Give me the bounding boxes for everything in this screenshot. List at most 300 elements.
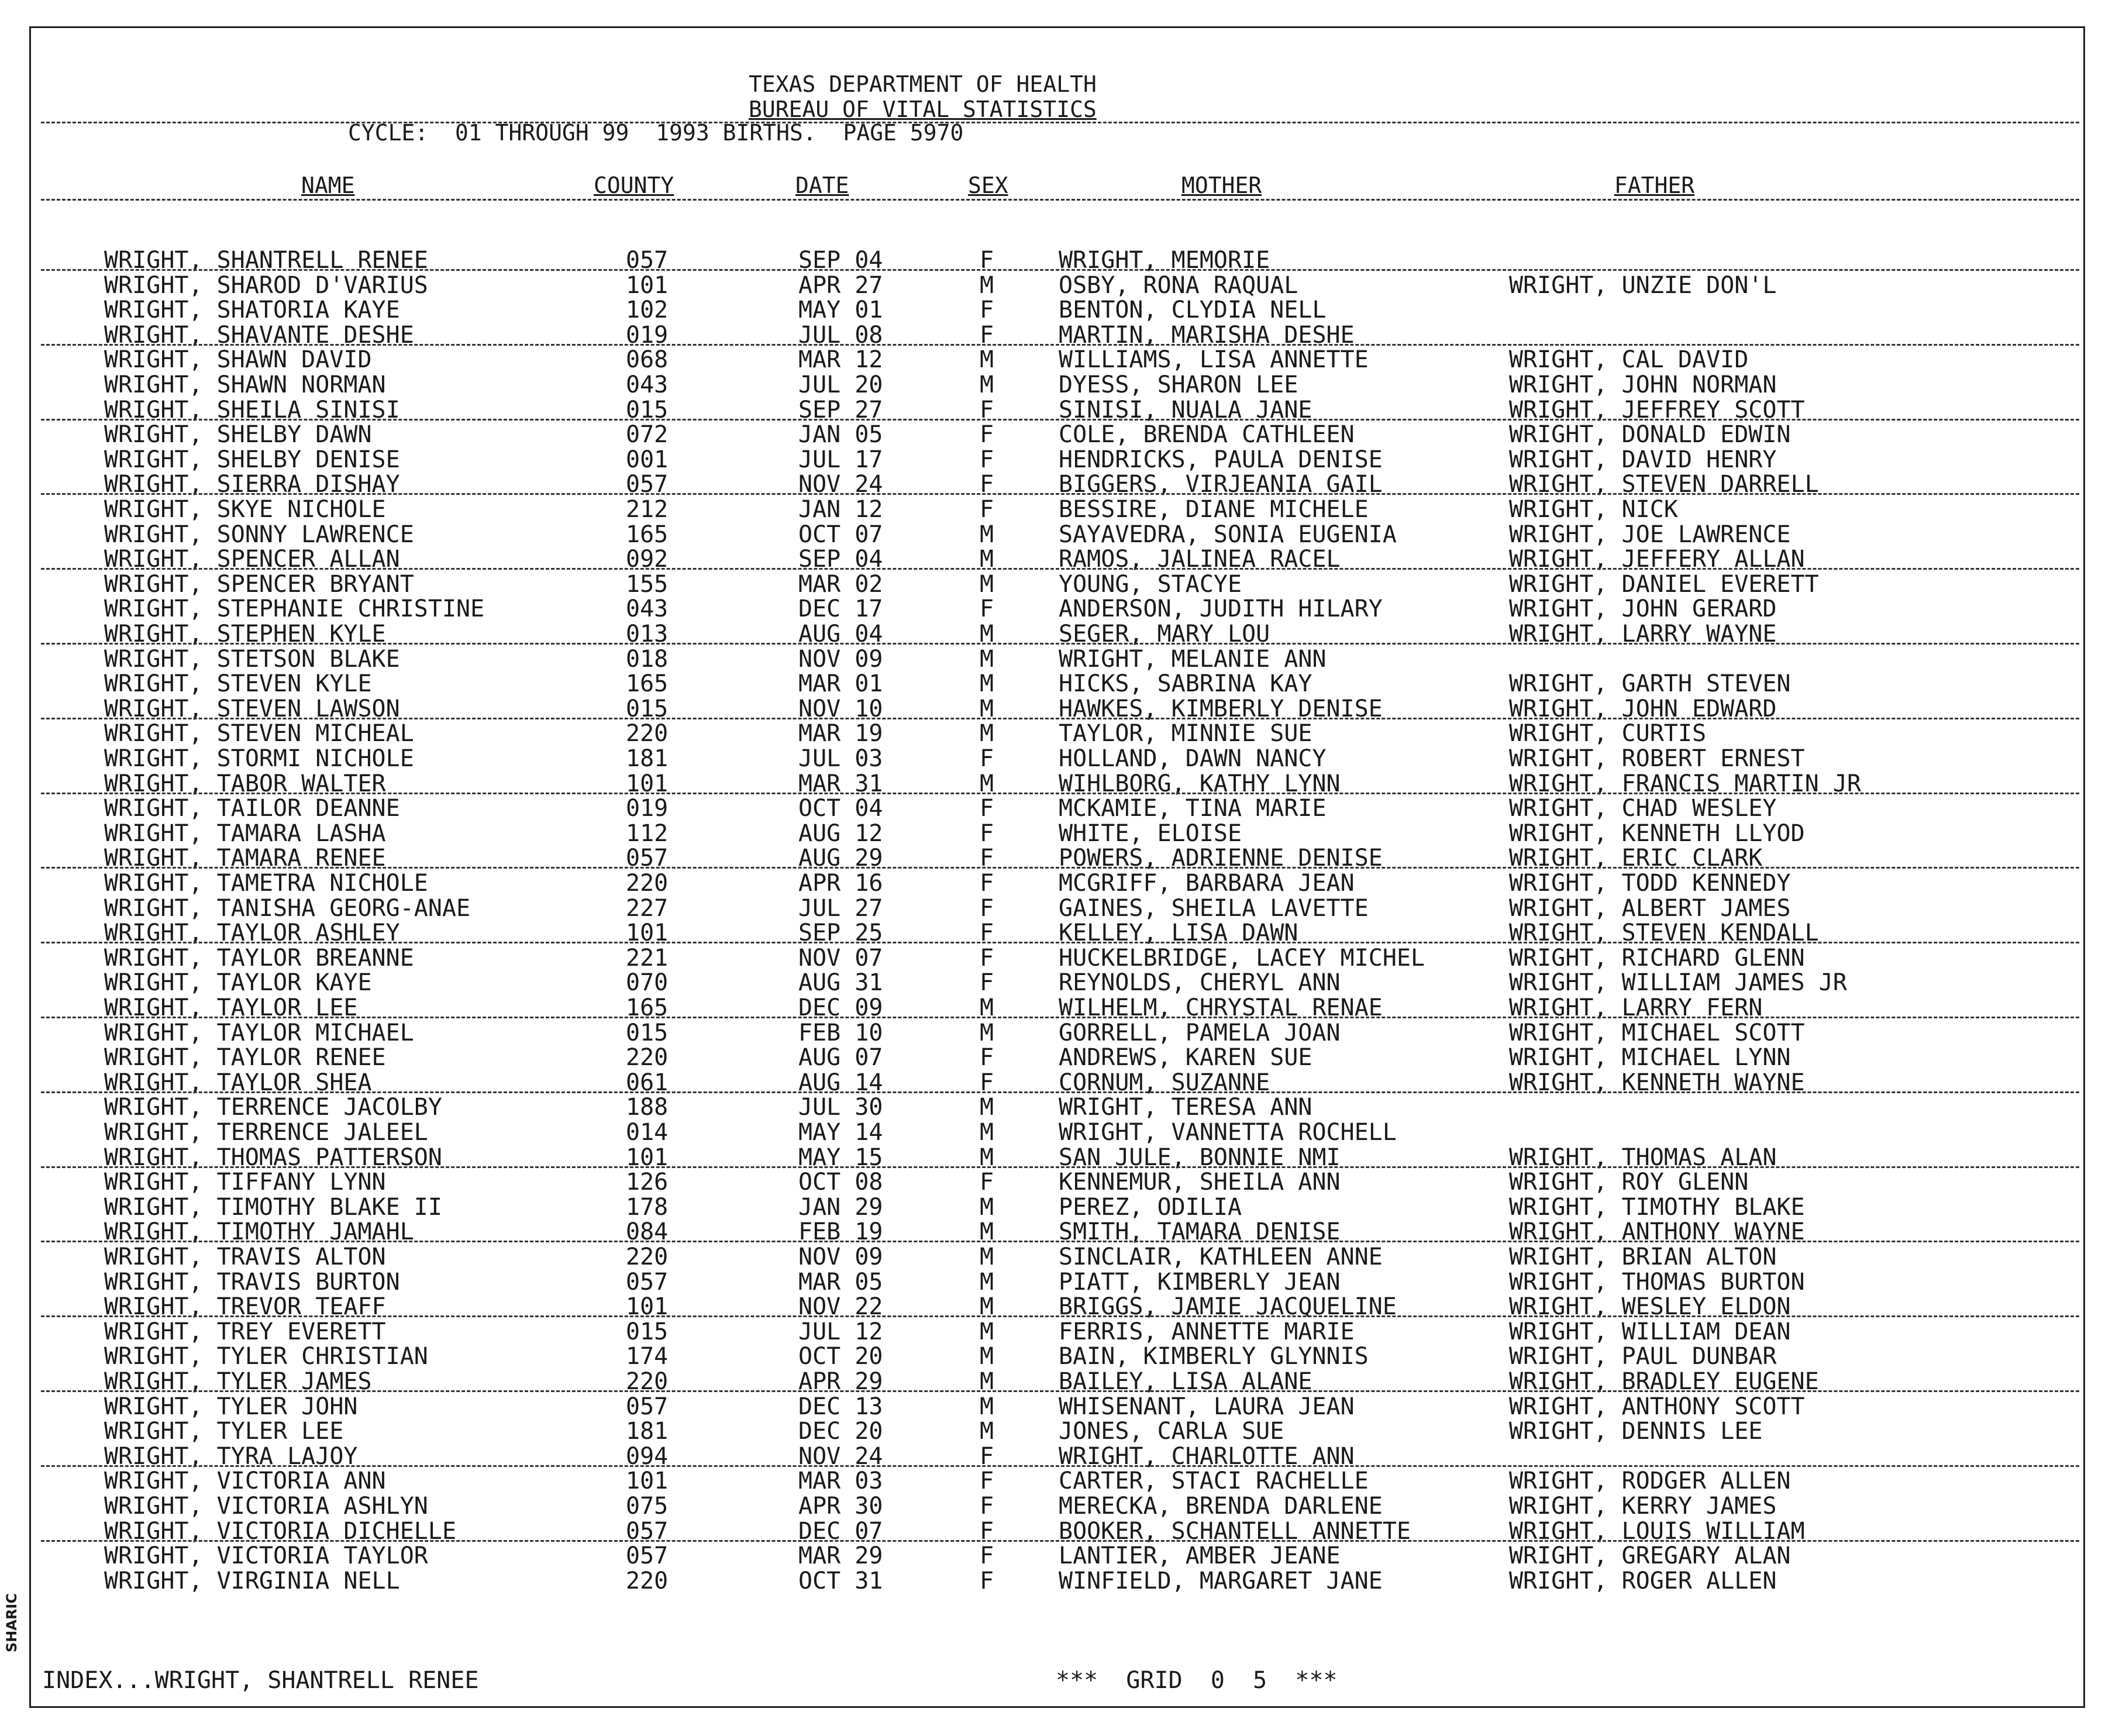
cell-name: WRIGHT, TAYLOR SHEA [104, 1069, 372, 1096]
cell-name: WRIGHT, TANISHA GEORG-ANAE [104, 894, 471, 922]
cell-sex: M [980, 1343, 994, 1370]
cell-county: 178 [626, 1193, 669, 1221]
cell-county: 019 [626, 321, 669, 349]
header-title-line2: BUREAU OF VITAL STATISTICS [749, 97, 1097, 122]
cell-mother: BRIGGS, JAMIE JACQUELINE [1059, 1293, 1397, 1321]
cell-mother: GORRELL, PAMELA JOAN [1059, 1019, 1341, 1046]
cell-name: WRIGHT, STEVEN MICHEAL [104, 720, 414, 748]
cell-date: NOV 09 [798, 1244, 883, 1270]
cell-county: 101 [626, 770, 669, 797]
cell-mother: BENTON, CLYDIA NELL [1059, 297, 1326, 324]
cell-father: WRIGHT, JOHN GERARD [1509, 595, 1777, 623]
col-header-county: COUNTY [594, 173, 674, 198]
cell-father: WRIGHT, TODD KENNEDY [1509, 870, 1791, 897]
cell-county: 015 [626, 1019, 669, 1046]
cell-date: OCT 31 [798, 1567, 883, 1594]
cell-mother: WHITE, ELOISE [1059, 819, 1242, 847]
cell-name: WRIGHT, TYLER JAMES [104, 1368, 372, 1395]
cell-county: 015 [626, 695, 669, 722]
cell-date: NOV 07 [798, 944, 883, 972]
table-row [0, 946, 2119, 970]
cell-name: WRIGHT, TIMOTHY BLAKE II [104, 1193, 442, 1221]
cell-county: 075 [626, 1493, 669, 1520]
cell-date: JUL 12 [798, 1318, 883, 1345]
cell-date: DEC 13 [798, 1393, 883, 1420]
cell-county: 220 [626, 870, 669, 897]
table-row [0, 422, 2119, 447]
cell-sex: M [980, 670, 994, 698]
table-row [0, 597, 2119, 621]
cell-name: WRIGHT, SKYE NICHOLE [104, 496, 386, 523]
cell-name: WRIGHT, SPENCER BRYANT [104, 570, 414, 598]
cell-name: WRIGHT, TYLER LEE [104, 1418, 344, 1445]
cell-county: 174 [626, 1343, 669, 1370]
row-separator [41, 718, 2079, 719]
cell-county: 057 [626, 1268, 669, 1296]
cell-sex: F [980, 595, 994, 623]
cell-father: WRIGHT, JOE LAWRENCE [1509, 521, 1791, 548]
cell-mother: HAWKES, KIMBERLY DENISE [1059, 695, 1383, 722]
cell-date: DEC 09 [798, 994, 883, 1021]
cell-father: WRIGHT, STEVEN KENDALL [1509, 919, 1819, 947]
cell-mother: DYESS, SHARON LEE [1059, 371, 1298, 398]
cell-sex: M [980, 1318, 994, 1345]
cell-name: WRIGHT, SHAWN DAVID [104, 346, 372, 374]
cell-father: WRIGHT, ALBERT JAMES [1509, 894, 1791, 922]
cell-name: WRIGHT, TERRENCE JALEEL [104, 1119, 428, 1146]
row-separator [41, 942, 2079, 943]
table-row [0, 522, 2119, 547]
table-row [0, 1195, 2119, 1220]
table-row [0, 273, 2119, 298]
cell-mother: WRIGHT, MELANIE ANN [1059, 645, 1326, 673]
cell-mother: HOLLAND, DAWN NANCY [1059, 745, 1326, 772]
cell-sex: M [980, 994, 994, 1021]
cell-county: 001 [626, 446, 669, 473]
cell-date: MAR 12 [798, 346, 883, 374]
row-separator [41, 344, 2079, 346]
cell-father: WRIGHT, PAUL DUNBAR [1509, 1343, 1777, 1370]
cell-father: WRIGHT, ANTHONY SCOTT [1509, 1393, 1805, 1420]
cell-name: WRIGHT, TAMARA LASHA [104, 819, 386, 847]
row-separator [41, 493, 2079, 495]
cell-father: WRIGHT, TIMOTHY BLAKE [1509, 1193, 1805, 1221]
cell-mother: HENDRICKS, PAULA DENISE [1059, 446, 1383, 473]
cell-county: 221 [626, 944, 669, 972]
cell-name: WRIGHT, TAMETRA NICHOLE [104, 870, 428, 897]
cell-date: NOV 24 [798, 1442, 883, 1470]
cell-county: 102 [626, 297, 669, 324]
cell-date: OCT 08 [798, 1169, 883, 1196]
cell-name: WRIGHT, TAILOR DEANNE [104, 795, 400, 822]
cell-date: AUG 07 [798, 1044, 883, 1072]
cell-date: AUG 31 [798, 969, 883, 997]
cell-sex: M [980, 570, 994, 598]
cell-date: APR 27 [798, 271, 883, 299]
cell-mother: BIGGERS, VIRJEANIA GAIL [1059, 471, 1383, 498]
cell-father: WRIGHT, MICHAEL SCOTT [1509, 1019, 1805, 1046]
cell-mother: WIHLBORG, KATHY LYNN [1059, 770, 1341, 797]
cell-sex: M [980, 521, 994, 548]
cell-sex: F [980, 1069, 994, 1096]
cell-name: WRIGHT, STEPHEN KYLE [104, 621, 386, 647]
table-row [0, 1270, 2119, 1294]
cell-county: 101 [626, 1143, 669, 1171]
table-row [0, 373, 2119, 397]
cell-father: WRIGHT, RODGER ALLEN [1509, 1468, 1791, 1495]
cell-date: APR 29 [798, 1368, 883, 1395]
cell-name: WRIGHT, TREY EVERETT [104, 1318, 386, 1345]
row-separator [41, 1241, 2079, 1242]
cell-mother: ANDERSON, JUDITH HILARY [1059, 595, 1383, 623]
cell-sex: F [980, 1542, 994, 1570]
grid-footer: *** GRID 0 5 *** [1056, 1667, 1338, 1694]
cell-father: WRIGHT, DENNIS LEE [1509, 1418, 1763, 1445]
cell-father: WRIGHT, WILLIAM DEAN [1509, 1318, 1791, 1345]
cell-date: MAR 02 [798, 570, 883, 598]
cell-date: NOV 09 [798, 645, 883, 673]
cell-sex: M [980, 1268, 994, 1296]
cell-sex: F [980, 1442, 994, 1470]
cell-mother: WILHELM, CHRYSTAL RENAE [1059, 994, 1383, 1021]
cell-mother: SEGER, MARY LOU [1059, 621, 1270, 647]
cell-father: WRIGHT, CAL DAVID [1509, 346, 1749, 374]
cell-father: WRIGHT, BRIAN ALTON [1509, 1244, 1777, 1270]
cell-date: JAN 12 [798, 496, 883, 523]
cell-county: 057 [626, 845, 669, 872]
cell-date: APR 30 [798, 1493, 883, 1520]
cell-father: WRIGHT, CHAD WESLEY [1509, 795, 1777, 822]
cell-mother: OSBY, RONA RAQUAL [1059, 271, 1298, 299]
table-row [0, 871, 2119, 895]
cell-date: OCT 20 [798, 1343, 883, 1370]
cell-father: WRIGHT, CURTIS [1509, 720, 1707, 748]
cell-name: WRIGHT, TYRA LAJOY [104, 1442, 358, 1470]
cell-name: WRIGHT, TERRENCE JACOLBY [104, 1094, 442, 1121]
cell-date: MAR 03 [798, 1468, 883, 1495]
table-row [0, 572, 2119, 597]
cell-county: 165 [626, 521, 669, 548]
cell-mother: WRIGHT, CHARLOTTE ANN [1059, 1442, 1355, 1470]
cell-sex: M [980, 546, 994, 573]
cell-mother: MCKAMIE, TINA MARIE [1059, 795, 1326, 822]
cell-date: JAN 05 [798, 421, 883, 449]
cell-name: WRIGHT, SPENCER ALLAN [104, 546, 400, 573]
cell-name: WRIGHT, TAMARA RENEE [104, 845, 386, 872]
cell-name: WRIGHT, TAYLOR RENEE [104, 1044, 386, 1072]
table-row [0, 721, 2119, 746]
cell-sex: F [980, 1468, 994, 1495]
cell-county: 092 [626, 546, 669, 573]
table-row [0, 1170, 2119, 1194]
cell-father: WRIGHT, ERIC CLARK [1509, 845, 1763, 872]
row-separator [41, 419, 2079, 421]
cell-mother: MCGRIFF, BARBARA JEAN [1059, 870, 1355, 897]
cell-date: MAR 19 [798, 720, 883, 748]
cell-date: JUL 03 [798, 745, 883, 772]
cell-father: WRIGHT, RICHARD GLENN [1509, 944, 1805, 972]
cell-date: OCT 04 [798, 795, 883, 822]
col-header-name: NAME [301, 173, 355, 198]
cell-sex: F [980, 321, 994, 349]
cell-mother: WRIGHT, TERESA ANN [1059, 1094, 1312, 1121]
table-row [0, 1021, 2119, 1045]
cell-name: WRIGHT, STETSON BLAKE [104, 645, 400, 673]
cell-father: WRIGHT, ROGER ALLEN [1509, 1567, 1777, 1594]
cell-date: JUL 27 [798, 894, 883, 922]
cell-sex: M [980, 720, 994, 748]
row-separator [41, 1315, 2079, 1317]
cell-date: APR 16 [798, 870, 883, 897]
cell-county: 057 [626, 1542, 669, 1570]
cell-date: SEP 27 [798, 396, 883, 423]
cell-name: WRIGHT, STORMI NICHOLE [104, 745, 414, 772]
cell-father: WRIGHT, NICK [1509, 496, 1678, 523]
cell-county: 072 [626, 421, 669, 449]
cell-sex: M [980, 1368, 994, 1395]
cell-mother: SAN JULE, BONNIE NMI [1059, 1143, 1341, 1171]
cell-sex: M [980, 695, 994, 722]
cell-name: WRIGHT, SIERRA DISHAY [104, 471, 400, 498]
cell-sex: F [980, 944, 994, 972]
table-row [0, 671, 2119, 696]
cell-sex: M [980, 1019, 994, 1046]
cell-date: DEC 07 [798, 1517, 883, 1545]
cell-date: MAY 15 [798, 1143, 883, 1171]
cell-mother: KENNEMUR, SHEILA ANN [1059, 1169, 1341, 1196]
col-header-mother: MOTHER [1181, 173, 1262, 198]
cell-county: 188 [626, 1094, 669, 1121]
cell-mother: HICKS, SABRINA KAY [1059, 670, 1312, 698]
cell-sex: F [980, 396, 994, 423]
cell-mother: CARTER, STACI RACHELLE [1059, 1468, 1369, 1495]
table-row [0, 1095, 2119, 1120]
cell-mother: GAINES, SHEILA LAVETTE [1059, 894, 1369, 922]
cell-sex: F [980, 421, 994, 449]
cell-sex: F [980, 845, 994, 872]
row-separator [41, 643, 2079, 645]
cell-sex: M [980, 1143, 994, 1171]
table-row [0, 1544, 2119, 1568]
cell-county: 084 [626, 1218, 669, 1246]
cell-sex: F [980, 745, 994, 772]
cell-name: WRIGHT, THOMAS PATTERSON [104, 1143, 442, 1171]
cell-date: MAY 01 [798, 297, 883, 324]
cell-date: SEP 25 [798, 919, 883, 947]
cell-mother: JONES, CARLA SUE [1059, 1418, 1284, 1445]
cell-father: WRIGHT, DONALD EDWIN [1509, 421, 1791, 449]
cell-county: 165 [626, 994, 669, 1021]
cell-date: OCT 07 [798, 521, 883, 548]
table-row [0, 1320, 2119, 1344]
cell-county: 227 [626, 894, 669, 922]
cell-mother: WRIGHT, MEMORIE [1059, 247, 1270, 274]
cell-date: SEP 04 [798, 247, 883, 274]
cell-name: WRIGHT, TREVOR TEAFF [104, 1293, 386, 1321]
cell-name: WRIGHT, TAYLOR ASHLEY [104, 919, 400, 947]
table-row [0, 647, 2119, 671]
cell-county: 181 [626, 1418, 669, 1445]
table-row [0, 821, 2119, 846]
cell-sex: M [980, 271, 994, 299]
row-separator [41, 1390, 2079, 1392]
cell-name: WRIGHT, TAYLOR MICHAEL [104, 1019, 414, 1046]
cell-date: AUG 12 [798, 819, 883, 847]
col-header-date: DATE [795, 173, 849, 198]
cell-county: 068 [626, 346, 669, 374]
cell-name: WRIGHT, TYLER CHRISTIAN [104, 1343, 428, 1370]
cell-father: WRIGHT, ANTHONY WAYNE [1509, 1218, 1805, 1246]
cell-county: 220 [626, 1567, 669, 1594]
cell-sex: M [980, 1244, 994, 1270]
cell-date: MAR 31 [798, 770, 883, 797]
cell-father: WRIGHT, KENNETH WAYNE [1509, 1069, 1805, 1096]
cell-date: MAR 05 [798, 1268, 883, 1296]
cell-sex: F [980, 297, 994, 324]
cell-father: WRIGHT, LARRY FERN [1509, 994, 1763, 1021]
cell-name: WRIGHT, TIFFANY LYNN [104, 1169, 386, 1196]
cell-mother: RAMOS, JALINEA RACEL [1059, 546, 1341, 573]
cell-father: WRIGHT, JEFFERY ALLAN [1509, 546, 1805, 573]
cell-mother: ANDREWS, KAREN SUE [1059, 1044, 1312, 1072]
header-title-line1: TEXAS DEPARTMENT OF HEALTH [749, 71, 1097, 97]
cell-mother: WILLIAMS, LISA ANNETTE [1059, 346, 1369, 374]
cell-county: 101 [626, 271, 669, 299]
cell-county: 015 [626, 396, 669, 423]
cell-date: FEB 10 [798, 1019, 883, 1046]
cell-name: WRIGHT, TIMOTHY JAMAHL [104, 1218, 414, 1246]
cell-mother: SAYAVEDRA, SONIA EUGENIA [1059, 521, 1397, 548]
cell-county: 165 [626, 670, 669, 698]
cell-date: NOV 22 [798, 1293, 883, 1321]
cell-sex: F [980, 1567, 994, 1594]
cell-date: MAR 29 [798, 1542, 883, 1570]
table-row [0, 1344, 2119, 1369]
cell-father: WRIGHT, JOHN EDWARD [1509, 695, 1777, 722]
cell-county: 220 [626, 720, 669, 748]
table-row [0, 1494, 2119, 1518]
index-footer: INDEX...WRIGHT, SHANTRELL RENEE [42, 1667, 479, 1694]
table-row [0, 1045, 2119, 1070]
cell-name: WRIGHT, VICTORIA TAYLOR [104, 1542, 428, 1570]
cell-county: 057 [626, 1393, 669, 1420]
cell-name: WRIGHT, SHAVANTE DESHE [104, 321, 414, 349]
table-row [0, 298, 2119, 322]
cell-mother: PEREZ, ODILIA [1059, 1193, 1242, 1221]
cell-county: 015 [626, 1318, 669, 1345]
cell-name: WRIGHT, VICTORIA ASHLYN [104, 1493, 428, 1520]
cell-father: WRIGHT, LARRY WAYNE [1509, 621, 1777, 647]
row-separator [41, 1465, 2079, 1467]
cell-father: WRIGHT, KENNETH LLYOD [1509, 819, 1805, 847]
cell-mother: YOUNG, STACYE [1059, 570, 1242, 598]
cell-sex: F [980, 969, 994, 997]
cell-county: 212 [626, 496, 669, 523]
cell-sex: F [980, 919, 994, 947]
cell-county: 043 [626, 371, 669, 398]
cell-sex: M [980, 1193, 994, 1221]
cell-name: WRIGHT, SHEILA SINISI [104, 396, 400, 423]
header-divider [41, 122, 2079, 123]
cell-county: 220 [626, 1044, 669, 1072]
row-separator [41, 793, 2079, 794]
cell-father: WRIGHT, THOMAS BURTON [1509, 1268, 1805, 1296]
cell-name: WRIGHT, STEVEN LAWSON [104, 695, 400, 722]
cell-sex: F [980, 1044, 994, 1072]
cell-father: WRIGHT, BRADLEY EUGENE [1509, 1368, 1819, 1395]
cell-county: 126 [626, 1169, 669, 1196]
cell-father: WRIGHT, FRANCIS MARTIN JR [1509, 770, 1862, 797]
cell-date: MAR 01 [798, 670, 883, 698]
cell-father: WRIGHT, WESLEY ELDON [1509, 1293, 1791, 1321]
cell-father: WRIGHT, GARTH STEVEN [1509, 670, 1791, 698]
cell-father: WRIGHT, DAVID HENRY [1509, 446, 1777, 473]
cell-county: 014 [626, 1119, 669, 1146]
cell-county: 013 [626, 621, 669, 647]
cell-name: WRIGHT, TAYLOR LEE [104, 994, 358, 1021]
row-separator [41, 269, 2079, 271]
cell-sex: F [980, 1169, 994, 1196]
cell-mother: LANTIER, AMBER JEANE [1059, 1542, 1341, 1570]
cell-county: 101 [626, 919, 669, 947]
cell-date: DEC 17 [798, 595, 883, 623]
cell-date: JAN 29 [798, 1193, 883, 1221]
cell-county: 043 [626, 595, 669, 623]
cell-mother: BESSIRE, DIANE MICHELE [1059, 496, 1369, 523]
cell-name: WRIGHT, VIRGINIA NELL [104, 1567, 400, 1594]
cell-name: WRIGHT, SHATORIA KAYE [104, 297, 400, 324]
cell-date: JUL 08 [798, 321, 883, 349]
cell-sex: M [980, 621, 994, 647]
cell-county: 018 [626, 645, 669, 673]
cell-mother: FERRIS, ANNETTE MARIE [1059, 1318, 1355, 1345]
row-separator [41, 1166, 2079, 1168]
cell-county: 101 [626, 1468, 669, 1495]
cell-sex: F [980, 446, 994, 473]
table-row [0, 896, 2119, 921]
cycle-line: CYCLE: 01 THROUGH 99 1993 BIRTHS. PAGE 5970 [348, 120, 964, 146]
cell-county: 155 [626, 570, 669, 598]
cell-name: WRIGHT, VICTORIA DICHELLE [104, 1517, 457, 1545]
column-header-divider [41, 199, 2079, 201]
cell-mother: SMITH, TAMARA DENISE [1059, 1218, 1341, 1246]
cell-name: WRIGHT, SHELBY DENISE [104, 446, 400, 473]
cell-sex: F [980, 247, 994, 274]
cell-name: WRIGHT, TRAVIS ALTON [104, 1244, 386, 1270]
cell-date: NOV 10 [798, 695, 883, 722]
cell-father: WRIGHT, ROBERT ERNEST [1509, 745, 1805, 772]
table-row [0, 347, 2119, 372]
cell-mother: BAILEY, LISA ALANE [1059, 1368, 1312, 1395]
table-row [0, 746, 2119, 771]
cell-date: AUG 04 [798, 621, 883, 647]
cell-sex: M [980, 1218, 994, 1246]
cell-sex: F [980, 496, 994, 523]
cell-date: FEB 19 [798, 1218, 883, 1246]
cell-county: 070 [626, 969, 669, 997]
cell-name: WRIGHT, TYLER JOHN [104, 1393, 358, 1420]
cell-mother: WRIGHT, VANNETTA ROCHELL [1059, 1119, 1397, 1146]
cell-father: WRIGHT, THOMAS ALAN [1509, 1143, 1777, 1171]
cell-name: WRIGHT, SHELBY DAWN [104, 421, 372, 449]
cell-mother: BAIN, KIMBERLY GLYNNIS [1059, 1343, 1369, 1370]
table-row [0, 1394, 2119, 1419]
cell-mother: TAYLOR, MINNIE SUE [1059, 720, 1312, 748]
cell-county: 057 [626, 1517, 669, 1545]
cell-date: MAY 14 [798, 1119, 883, 1146]
cell-county: 061 [626, 1069, 669, 1096]
cell-county: 057 [626, 247, 669, 274]
